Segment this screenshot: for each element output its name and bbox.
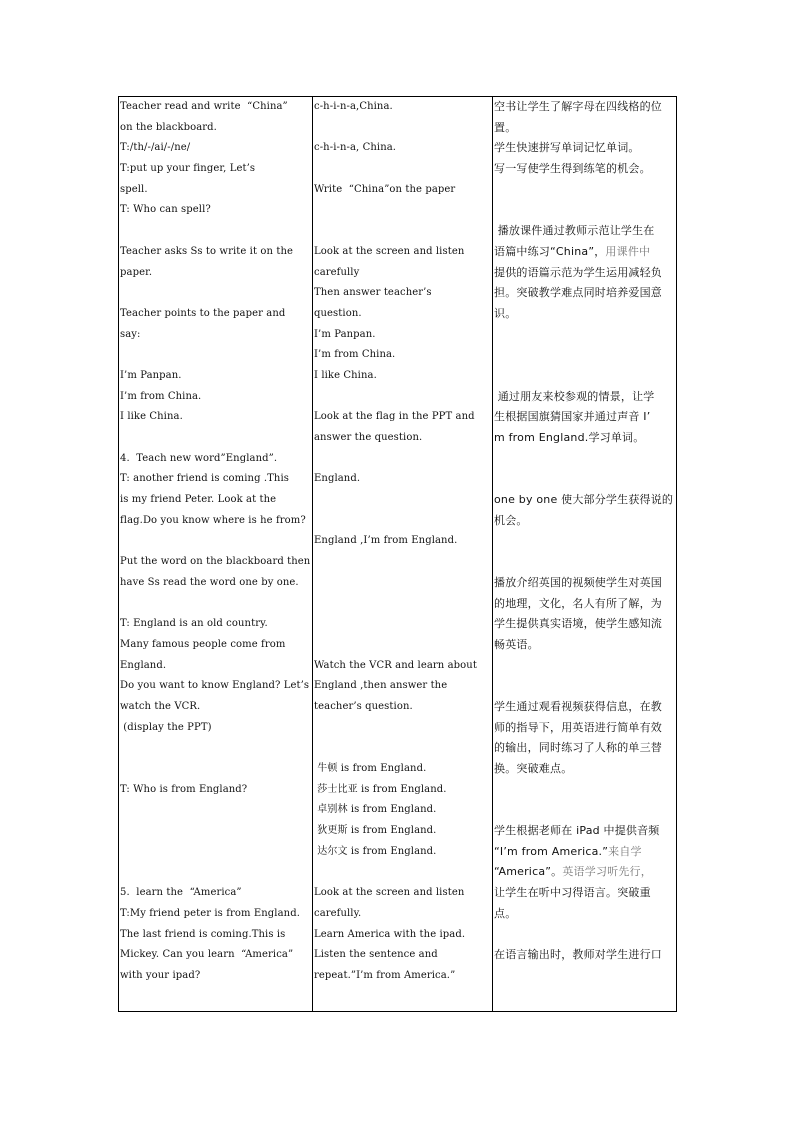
student-activity-line: carefully.	[314, 907, 362, 919]
teacher-activity-line: I’m Panpan.	[120, 369, 182, 381]
student-activity-line: 卓别林 is from England.	[314, 804, 437, 816]
design-intent-line	[494, 862, 675, 883]
design-intent-line	[494, 490, 675, 511]
design-intent-line	[494, 428, 675, 449]
design-intent-line	[494, 759, 675, 780]
design-intent-line	[494, 676, 675, 697]
teacher-activity-line	[120, 428, 311, 449]
student-activity-line: answer the question.	[314, 432, 423, 443]
teacher-activity-line: flag.Do you know where is he from?	[120, 514, 306, 526]
design-intent-line-text: 识。	[494, 306, 517, 320]
design-intent-line	[494, 118, 675, 139]
lesson-plan-table	[118, 96, 677, 1012]
design-intent-line	[494, 159, 675, 180]
design-intent-text	[493, 97, 676, 966]
design-intent-line-text: 让学生在听中习得语言。突破重	[494, 886, 651, 900]
design-intent-line-text: 提供的语篇示范为学生运用减轻负	[494, 265, 662, 279]
design-intent-line	[494, 387, 675, 408]
teacher-activity-line: T: another friend is coming .This	[120, 473, 289, 485]
design-intent-line-text: 机会。	[494, 513, 528, 527]
design-intent-line-text: one by one 使大部分学生获得说的	[494, 493, 674, 507]
design-intent-line-text: 置。	[494, 120, 517, 134]
design-intent-line-text: 写一写使学生得到练笔的机会。	[494, 162, 651, 176]
teacher-activity-line: T: Who is from England?	[120, 783, 248, 795]
design-intent-line-text: 语篇中练习“China”，	[494, 244, 606, 258]
design-intent-line	[494, 842, 675, 863]
design-intent-line	[494, 697, 675, 718]
student-activity-line	[314, 718, 491, 739]
table-row	[119, 97, 677, 1012]
design-intent-line	[494, 780, 675, 801]
design-intent-line	[494, 325, 675, 346]
teacher-activity-line: Teacher points to the paper and	[120, 307, 286, 319]
teacher-activity-line: Do you want to know England? Let’s	[120, 680, 310, 692]
design-intent-line-text: 播放介绍英国的视频使学生对英国	[494, 575, 662, 589]
teacher-activity-line: Mickey. Can you learn “America”	[120, 949, 294, 961]
design-intent-line-text: 播放课件通过教师示范让学生在	[494, 224, 655, 238]
design-intent-line	[494, 221, 675, 242]
teacher-activity-line: spell.	[120, 183, 148, 195]
design-intent-line	[494, 531, 675, 552]
teacher-activity-line: I’m from China.	[120, 390, 202, 402]
design-intent-line-gray-text: 用课件中	[605, 244, 651, 258]
design-intent-line	[494, 925, 675, 946]
design-intent-line	[494, 945, 675, 966]
student-activity-line: Learn America with the ipad.	[314, 928, 466, 940]
teacher-activity-line	[120, 594, 311, 615]
teacher-activity-line	[120, 531, 311, 552]
teacher-activity-line: paper.	[120, 266, 153, 278]
design-intent-line-text: 换。突破难点。	[494, 762, 573, 775]
student-activity-line: 牛顿 is from England.	[314, 763, 427, 774]
student-activity-line: c-h-i-n-a, China.	[314, 142, 397, 154]
student-activity-line: Write “China”on the paper	[314, 183, 456, 195]
teacher-activity-line: is my friend Peter. Look at the	[120, 494, 277, 506]
teacher-activity-line	[120, 283, 311, 304]
teacher-activity-line: Many famous people come from	[120, 638, 286, 650]
student-activity-line: 狄更斯 is from England.	[314, 825, 437, 837]
student-activity-line: question.	[314, 307, 362, 319]
design-intent-line-gray-text: 英语学习听先行，	[562, 865, 652, 879]
design-intent-line-text: “I’m from America.”	[494, 844, 609, 858]
design-intent-line	[494, 345, 675, 366]
design-intent-line	[494, 718, 675, 739]
student-activity-line	[314, 594, 491, 615]
design-intent-line	[494, 573, 675, 594]
design-intent-line-gray-text: 来自学	[608, 844, 642, 858]
teacher-activity-line: The last friend is coming.This is	[120, 928, 286, 940]
teacher-activity-line	[120, 842, 311, 863]
student-activity-text	[313, 97, 492, 987]
student-activity-line	[314, 511, 491, 532]
student-activity-line: repeat.”I’m from America.”	[314, 969, 456, 981]
design-intent-line	[494, 511, 675, 532]
student-activity-line	[314, 573, 491, 594]
design-intent-line-text: 的输出，同时练习了人称的单三替	[494, 741, 662, 755]
teacher-activity-line	[120, 738, 311, 759]
student-activity-line	[314, 490, 491, 511]
teacher-activity-line: 5. learn the “America”	[120, 887, 242, 899]
design-intent-line	[494, 138, 675, 159]
student-activity-line: I’m Panpan.	[314, 328, 376, 340]
teacher-activity-line: Put the word on the blackboard then	[120, 556, 311, 568]
design-intent-line	[494, 283, 675, 304]
teacher-activity-line	[120, 345, 311, 366]
teacher-activity-line: have Ss read the word one by one.	[120, 576, 299, 588]
design-intent-line	[494, 738, 675, 759]
design-intent-line	[494, 800, 675, 821]
design-intent-line	[494, 821, 675, 842]
design-intent-line-text: 畅英语。	[494, 637, 539, 651]
design-intent-line	[494, 594, 675, 615]
teacher-activity-line: T: England is an old country.	[120, 618, 268, 630]
student-activity-line: 达尔文 is from England.	[314, 845, 437, 857]
design-intent-line-text: 师的指导下，用英语进行简单有效	[494, 720, 662, 734]
student-activity-cell	[313, 97, 493, 1012]
teacher-activity-line: say:	[120, 328, 141, 340]
teacher-activity-line: watch the VCR.	[120, 700, 201, 712]
student-activity-line: England ,then answer the	[314, 680, 448, 692]
student-activity-line: 莎士比亚 is from England.	[314, 783, 447, 795]
teacher-activity-line	[120, 759, 311, 780]
design-intent-line	[494, 407, 675, 428]
design-intent-line-text: 的地理，文化，名人有所了解，为	[494, 596, 662, 610]
design-intent-line	[494, 635, 675, 656]
design-intent-line	[494, 552, 675, 573]
student-activity-line	[314, 635, 491, 656]
teacher-activity-line	[120, 221, 311, 242]
teacher-activity-line: (display the PPT)	[120, 721, 212, 733]
student-activity-line	[314, 862, 491, 883]
design-intent-line	[494, 366, 675, 387]
student-activity-line: Look at the screen and listen	[314, 245, 465, 257]
student-activity-line: Then answer teacher’s	[314, 287, 432, 299]
teacher-activity-line: T:/th/-/ai/-/ne/	[120, 142, 191, 154]
student-activity-line	[314, 614, 491, 635]
design-intent-line-text: 担。突破教学难点同时培养爱国意	[494, 286, 662, 300]
teacher-activity-cell	[119, 97, 313, 1012]
student-activity-line	[314, 449, 491, 470]
teacher-activity-line	[120, 862, 311, 883]
teacher-activity-line: T: Who can spell?	[120, 204, 211, 216]
teacher-activity-line: on the blackboard.	[120, 121, 217, 133]
design-intent-line	[494, 242, 675, 263]
student-activity-line: I’m from China.	[314, 349, 396, 361]
design-intent-line	[494, 656, 675, 677]
teacher-activity-line: T:put up your finger, Let’s	[120, 163, 256, 175]
student-activity-line: England.	[314, 473, 361, 485]
design-intent-line	[494, 469, 675, 490]
design-intent-line	[494, 263, 675, 284]
student-activity-line: Watch the VCR and learn about	[314, 659, 477, 671]
teacher-activity-line: 4. Teach new word”England”.	[120, 452, 278, 464]
student-activity-line: I like China.	[314, 369, 377, 381]
teacher-activity-line: Teacher asks Ss to write it on the	[120, 245, 293, 257]
design-intent-line	[494, 180, 675, 201]
design-intent-line-text: m from England.学习单词。	[494, 431, 645, 444]
student-activity-line	[314, 221, 491, 242]
design-intent-line-text: 学生通过观看视频获得信息，在教	[494, 699, 662, 713]
student-activity-line	[314, 738, 491, 759]
design-intent-line-text: 通过朋友来校参观的情景，让学	[494, 389, 655, 403]
teacher-activity-line: England.	[120, 659, 167, 671]
student-activity-line: Look at the screen and listen	[314, 887, 465, 899]
student-activity-line: c-h-i-n-a,China.	[314, 101, 393, 112]
design-intent-line	[494, 904, 675, 925]
student-activity-line: Look at the flag in the PPT and	[314, 411, 475, 423]
design-intent-line	[494, 97, 675, 118]
teacher-activity-text	[119, 97, 312, 987]
design-intent-line-text: 生根据国旗猜国家并通过声音 I’	[494, 410, 651, 424]
design-intent-line-text: 学生提供真实语境，使学生感知流	[494, 617, 662, 631]
design-intent-line-text: 学生快速拼写单词记忆单词。	[494, 141, 640, 155]
student-activity-line	[314, 200, 491, 221]
design-intent-line	[494, 200, 675, 221]
teacher-activity-line	[120, 821, 311, 842]
design-intent-line-text: 空书让学生了解字母在四线格的位	[494, 100, 662, 113]
student-activity-line: England ,I’m from England.	[314, 535, 458, 547]
teacher-activity-line: T:My friend peter is from England.	[120, 907, 300, 919]
teacher-activity-line: Teacher read and write “China”	[120, 101, 288, 112]
design-intent-line-text: 在语言输出时，教师对学生进行口	[494, 948, 662, 962]
student-activity-line: Listen the sentence and	[314, 949, 438, 961]
student-activity-line: teacher’s question.	[314, 700, 413, 712]
design-intent-line	[494, 883, 675, 904]
design-intent-line	[494, 614, 675, 635]
teacher-activity-line	[120, 800, 311, 821]
design-intent-line-text: 点。	[494, 906, 517, 920]
teacher-activity-line: I like China.	[120, 411, 183, 423]
design-intent-cell	[493, 97, 677, 1012]
student-activity-line: carefully	[314, 266, 360, 278]
student-activity-line	[314, 118, 491, 139]
student-activity-line	[314, 387, 491, 408]
design-intent-line-text: 学生根据老师在 iPad 中提供音频	[494, 824, 660, 838]
design-intent-line	[494, 304, 675, 325]
design-intent-line	[494, 449, 675, 470]
teacher-activity-line: with your ipad?	[120, 969, 201, 981]
student-activity-line	[314, 552, 491, 573]
design-intent-line-text: “America”。	[494, 865, 563, 879]
student-activity-line	[314, 159, 491, 180]
